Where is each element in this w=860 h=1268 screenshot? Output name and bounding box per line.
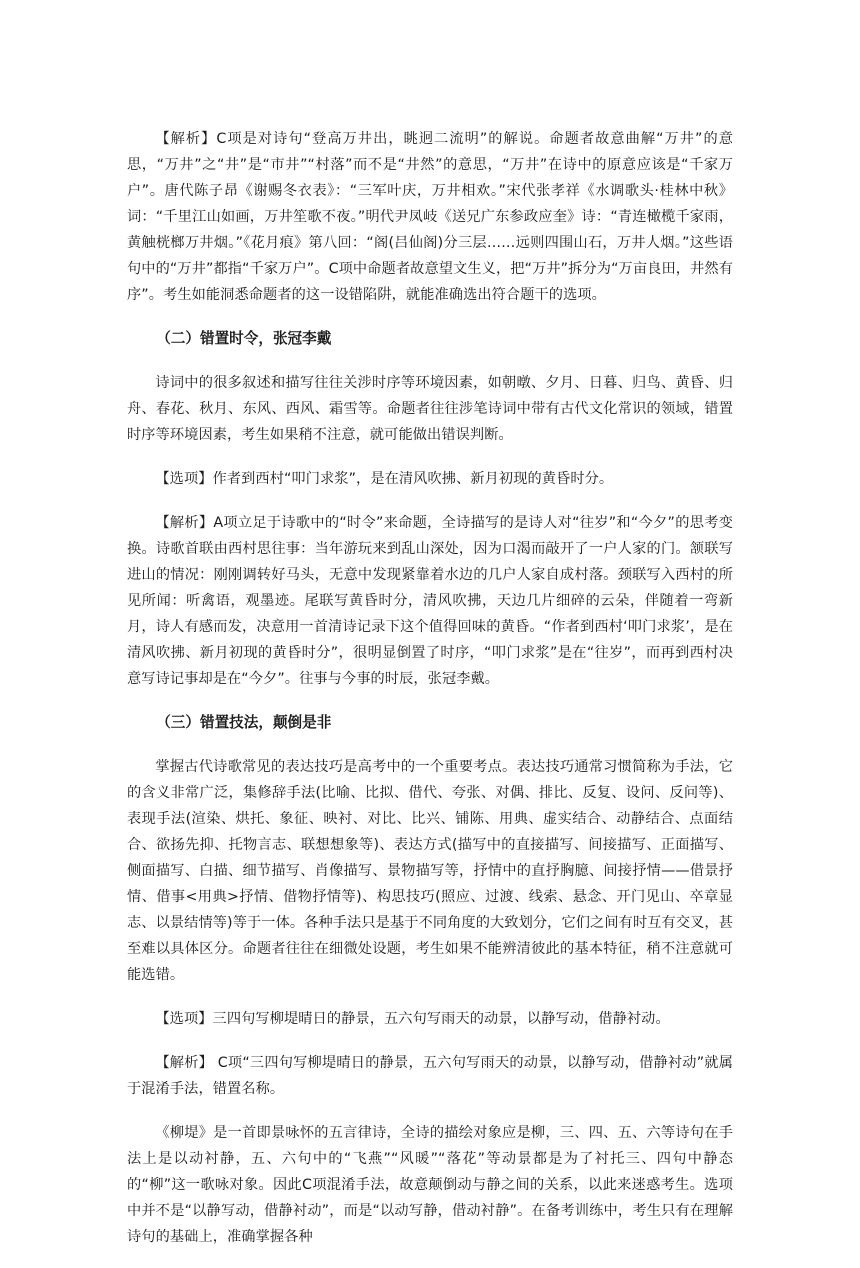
option-paragraph-3 — [127, 1006, 733, 1032]
analysis-label: 【解析】 — [155, 1055, 214, 1071]
intro-paragraph-3 — [127, 754, 733, 988]
explanation-paragraph-3 — [127, 1120, 733, 1250]
analysis-paragraph-2 — [127, 510, 733, 692]
paragraph-text: 作者到西村“叩门求浆”，是在清风吹拂、新月初现的黄昏时分。 — [212, 471, 614, 487]
analysis-paragraph-3 — [127, 1050, 733, 1102]
option-label: 【选项】 — [155, 471, 213, 487]
analysis-label: 【解析】 — [155, 515, 214, 531]
paragraph-text: 三四句写柳堤晴日的静景，五六句写雨天的动景，以静写动，借静衬动。 — [212, 1011, 670, 1027]
analysis-paragraph-1 — [127, 126, 733, 308]
paragraph-text: 掌握古代诗歌常见的表达技巧是高考中的一个重要考点。表达技巧通常习惯简称为手法，它的含义非常广泛，集修辞手法(比喻、比拟、借代、夸张、对偶、排比、反复、设问、反问等)、表现手法(渲染、烘托、象征、映衬、对比、比兴、铺陈、用典、虚实结合、动静结合、点面结合、欲扬先抑、托物言志、联想想象等)、表达方式(描写中的直接描写、间接描写、正面描写、侧面描写、白描、细节描写、肖像描写、景物描写等，抒情中的直抒胸臆、间接抒情——借景抒情、借事<用典>抒情、借物抒情等)、构思技巧(照应、过渡、线索、悬念、开门见山、卒章显志、以景结情等)等于一体。各种手法只是基于不同角度的大致划分，它们之间有时互有交叉，甚至难以具体区分。命题者往往在细微处设题，考生如果不能辨清彼此的基本特征，稍不注意就可能选错。 — [127, 759, 733, 983]
paragraph-text: 《柳堤》是一首即景咏怀的五言律诗，全诗的描绘对象应是柳，三、四、五、六等诗句在手法上是以动衬静，五、六句中的“飞燕”“风暖”“落花”等动景都是为了衬托三、四句中静态的“柳”这一歌咏对象。因此C项混淆手法，故意颠倒动与静之间的关系，以此来迷惑考生。选项中并不是“以静写动，借静衬动”，而是“以动写静，借动衬静”。在备考训练中，考生只有在理解诗句的基础上，准确掌握各种 — [127, 1125, 733, 1245]
analysis-label: 【解析】 — [155, 131, 217, 147]
option-label: 【选项】 — [155, 1011, 213, 1027]
intro-paragraph-2 — [127, 370, 733, 448]
section-heading-3: （三）错置技法，颠倒是非 — [156, 714, 332, 731]
document-body — [127, 126, 733, 1268]
paragraph-text: A项立足于诗歌中的“时令”来命题，全诗描写的是诗人对“往岁”和“今夕”的思考变换。诗歌首联由西村思往事：当年游玩来到乱山深处，因为口渴而敲开了一户人家的门。颔联写进山的情况：刚刚调转好马头，无意中发现紧靠着水边的几户人家自成村落。颈联写入西村的所见所闻：听禽语，观墨迹。尾联写黄昏时分，清风吹拂，天边几片细碎的云朵，伴随着一弯新月，诗人有感而发，决意用一首清诗记录下这个值得回味的黄昏。“作者到西村‘叩门求浆’，是在清风吹拂、新月初现的黄昏时分”，很明显倒置了时序，“叩门求浆”是在“往岁”，而再到西村决意写诗记事却是在“今夕”。往事与今事的时辰，张冠李戴。 — [127, 515, 733, 687]
option-paragraph-2 — [127, 466, 733, 492]
paragraph-text: C项是对诗句“登高万井出，眺迥二流明”的解说。命题者故意曲解“万井”的意思，“万井”之“井”是“市井”“村落”而不是“井然”的意思，“万井”在诗中的原意应该是“千家万户”。唐代陈子昂《谢赐冬衣表》：“三军叶庆，万井相欢。”宋代张孝祥《水调歌头·桂林中秋》词：“千里江山如画，万井笙歌不夜。”明代尹凤岐《送兄广东参政应奎》诗：“青连橄榄千家雨，黄触桄榔万井烟。”《花月痕》第八回：“阁(吕仙阁)分三层……远则四围山石，万井人烟。”这些语句中的“万井”都指“千家万户”。C项中命题者故意望文生义，把“万井”拆分为“万亩良田，井然有序”。考生如能洞悉命题者的这一设错陷阱，就能准确选出符合题干的选项。 — [127, 131, 733, 303]
section-heading-2: （二）错置时令，张冠李戴 — [156, 330, 332, 347]
paragraph-text: C项“三四句写柳堤晴日的静景，五六句写雨天的动景，以静写动，借静衬动”就属于混淆手法，错置名称。 — [127, 1055, 733, 1097]
paragraph-text: 诗词中的很多叙述和描写往往关涉时序等环境因素，如朝暾、夕月、日暮、归鸟、黄昏、归舟、春花、秋月、东风、西风、霜雪等。命题者往往涉笔诗词中带有古代文化常识的领域，错置时序等环境因素，考生如果稍不注意，就可能做出错误判断。 — [127, 375, 733, 443]
